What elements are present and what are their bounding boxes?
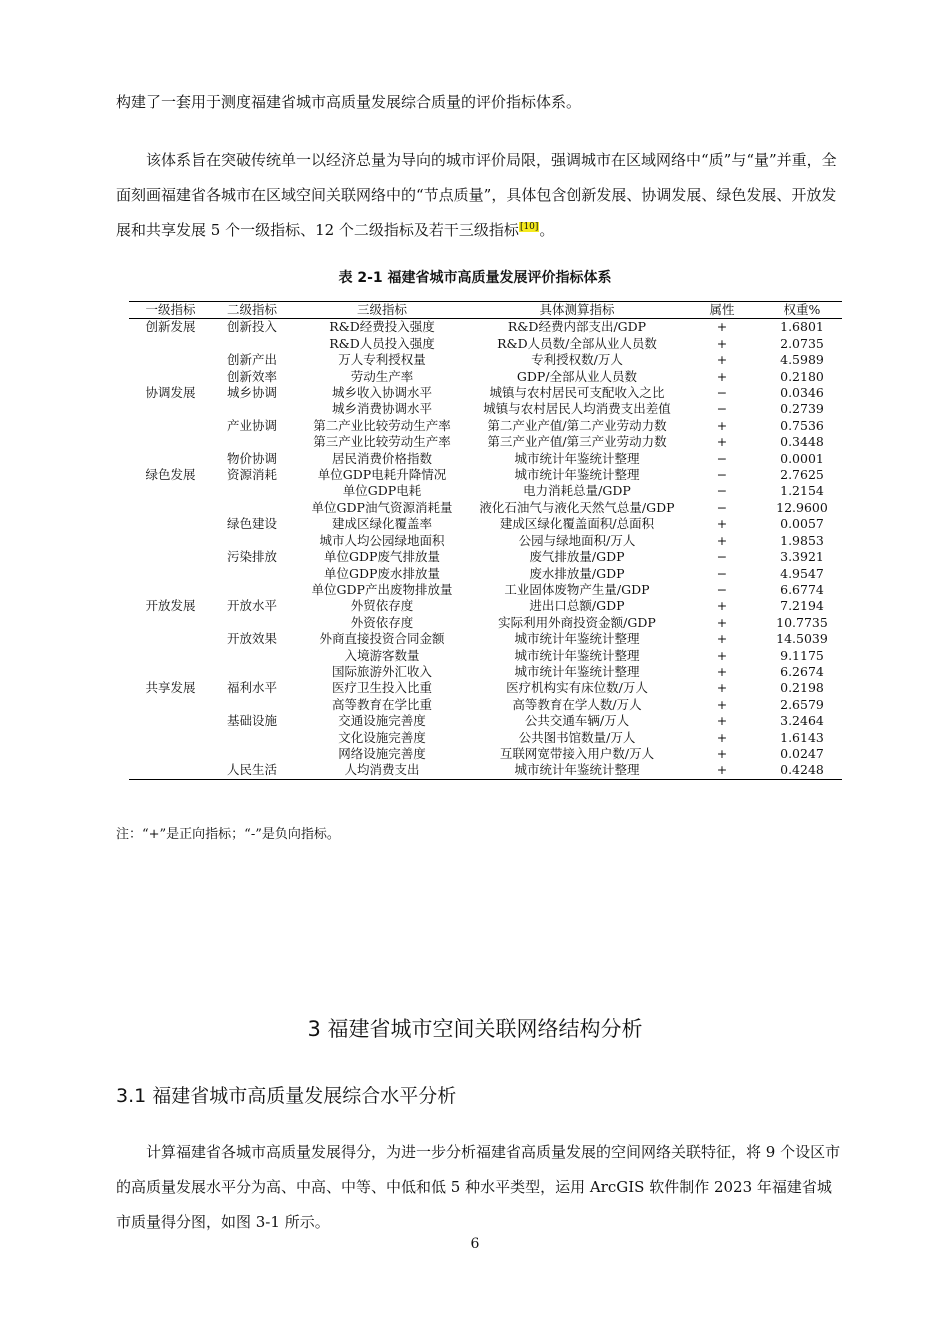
analysis-paragraph: 计算福建省各城市高质量发展得分，为进一步分析福建省高质量发展的空间网络关联特征，将 9 个设区市的高质量发展水平分为高、中高、中等、中低和低 5 种水平类型，运用 ArcGIS 软件制作 2023 年福建省城市质量得分图，如图 3-1 所示。 [116,1143,841,1231]
table-row [129,566,842,582]
weight-cell: 7.2194 [780,598,824,614]
level2-cell [212,401,292,417]
table-row [129,434,842,450]
attribute-cell: − [716,385,728,401]
table-row [129,664,842,680]
attribute-cell: − [716,450,728,466]
measure-cell: 进出口总额/GDP [529,598,625,614]
measure-cell: R&D人员数/全部从业人员数 [497,335,657,351]
level1-cell [129,434,212,450]
table-row [129,631,842,647]
level3-cell: 外贸依存度 [350,598,414,614]
level3-cell: 单位GDP油气资源消耗量 [311,499,453,515]
weight-cell: 4.5989 [780,352,824,368]
header-attribute: 属性 [682,302,762,319]
attribute-cell: + [716,729,728,745]
level1-cell [129,697,212,713]
header-level1: 一级指标 [129,302,212,319]
level2-cell [212,434,292,450]
table-row [129,451,842,467]
measure-cell: 城市统计年鉴统计整理 [514,647,640,663]
table-row [129,533,842,549]
table-note: 注：“+”是正向指标；“-”是负向指标。 [116,827,340,842]
weight-cell: 0.0346 [780,385,824,401]
weight-cell: 12.9600 [776,499,828,515]
subsection-heading: 3.1 福建省城市高质量发展综合水平分析 [116,1085,457,1107]
table-row [129,516,842,532]
table-row [129,730,842,746]
level1-cell: 绿色发展 [145,467,196,483]
weight-cell: 10.7735 [776,614,828,630]
level1-cell [129,483,212,499]
level2-cell: 城乡协调 [226,385,277,401]
level1-cell [129,352,212,368]
level3-cell: 劳动生产率 [350,368,414,384]
table-row [129,582,842,598]
attribute-cell: + [716,352,728,368]
level3-cell: R&D人员投入强度 [329,335,435,351]
level1-cell: 共享发展 [145,680,196,696]
weight-cell: 0.0001 [780,450,824,466]
level2-cell: 污染排放 [226,549,277,565]
attribute-cell: + [716,631,728,647]
level1-cell [129,369,212,385]
level3-cell: 万人专利授权量 [338,352,426,368]
table-row [129,500,842,516]
attribute-cell: + [716,417,728,433]
measure-cell: 液化石油气与液化天然气总量/GDP [479,499,675,515]
measure-cell: 实际利用外商投资金额/GDP [498,614,656,630]
attribute-cell: + [716,319,728,335]
table-row [129,697,842,713]
level2-cell: 资源消耗 [226,467,277,483]
measure-cell: 公共交通车辆/万人 [524,713,630,729]
level1-cell [129,631,212,647]
weight-cell: 1.6143 [780,729,824,745]
weight-cell: 0.0057 [780,516,824,532]
level2-cell: 开放水平 [226,598,277,614]
level2-cell [212,615,292,631]
weight-cell: 0.4248 [762,762,842,779]
level2-cell: 创新投入 [226,319,277,335]
level3-cell: 医疗卫生投入比重 [331,680,432,696]
level3-cell: 单位GDP废气排放量 [324,549,440,565]
measure-cell: 公园与绿地面积/万人 [518,532,636,548]
level2-cell [212,582,292,598]
level1-cell [129,516,212,532]
weight-cell: 4.9547 [780,565,824,581]
level1-cell [129,762,212,779]
measure-cell: 电力消耗总量/GDP [523,483,631,499]
level1-cell [129,533,212,549]
weight-cell: 1.6801 [780,319,824,335]
level2-cell [212,648,292,664]
level3-cell: 城市人均公园绿地面积 [319,532,445,548]
level2-cell [212,730,292,746]
level1-cell [129,500,212,516]
table-row [129,319,842,336]
attribute-cell: − [716,581,728,597]
level3-cell: 城乡收入协调水平 [331,385,432,401]
attribute-cell: + [716,680,728,696]
table-row [129,746,842,762]
level2-cell [212,697,292,713]
attribute-cell: − [716,499,728,515]
weight-cell: 6.6774 [780,581,824,597]
weight-cell: 0.2739 [780,401,824,417]
table-row [129,385,842,401]
measure-cell: 废水排放量/GDP [529,565,625,581]
weight-cell: 9.1175 [780,647,824,663]
table-row [129,418,842,434]
measure-cell: 城市统计年鉴统计整理 [514,450,640,466]
table-row [129,352,842,368]
system-paragraph-text: 该体系旨在突破传统单一以经济总量为导向的城市评价局限，强调城市在区域网络中“质”与“量”并重，全面刻画福建省各城市在区域空间关联网络中的“节点质量”，具体包含创新发展、协调发展、绿色发展、开放发展和共享发展 5 个一级指标、12 个二级指标及若干三级指标 [116,151,837,239]
level1-cell [129,746,212,762]
level2-cell: 产业协调 [226,417,277,433]
table-row [129,483,842,499]
measure-cell: 建成区绿化覆盖面积/总面积 [499,516,655,532]
attribute-cell: − [716,565,728,581]
level2-cell [212,500,292,516]
attribute-cell: + [716,516,728,532]
level3-cell: 第三产业比较劳动生产率 [313,434,451,450]
weight-cell: 6.2674 [780,663,824,679]
attribute-cell: + [716,713,728,729]
level1-cell [129,648,212,664]
measure-cell: 互联网宽带接入用户数/万人 [499,745,655,761]
table-row [129,680,842,696]
attribute-cell: + [716,368,728,384]
header-level3: 三级指标 [292,302,472,319]
level3-cell: 入境游客数量 [344,647,420,663]
level3-cell: 网络设施完善度 [338,745,426,761]
attribute-cell: + [716,614,728,630]
measure-cell: GDP/全部从业人员数 [516,368,638,384]
header-measure: 具体测算指标 [472,302,682,319]
level3-cell: 国际旅游外汇收入 [331,663,432,679]
measure-cell: R&D经费内部支出/GDP [507,319,647,335]
level1-cell [129,615,212,631]
measure-cell: 废气排放量/GDP [529,549,625,565]
measure-cell: 高等教育在学人数/万人 [512,696,642,712]
level3-cell: 高等教育在学比重 [331,696,432,712]
measure-cell: 工业固体废物产生量/GDP [504,581,650,597]
level3-cell: 城乡消费协调水平 [331,401,432,417]
page-number: 6 [470,1236,480,1252]
level2-cell: 创新效率 [226,368,277,384]
level1-cell [129,730,212,746]
level2-cell: 绿色建设 [226,516,277,532]
level1-cell [129,549,212,565]
weight-cell: 0.7536 [780,417,824,433]
weight-cell: 3.3921 [780,549,824,565]
measure-cell: 专利授权数/万人 [531,352,623,368]
weight-cell: 0.0247 [780,745,824,761]
level2-cell [212,664,292,680]
measure-cell: 城镇与农村居民人均消费支出差值 [483,401,671,417]
weight-cell: 0.3448 [780,434,824,450]
measure-cell: 公共图书馆数量/万人 [518,729,636,745]
measure-cell: 城市统计年鉴统计整理 [472,762,682,779]
level3-cell: 交通设施完善度 [338,713,426,729]
level2-cell: 创新产出 [226,352,277,368]
level3-cell: 文化设施完善度 [338,729,426,745]
level3-cell: 单位GDP产出废物排放量 [311,581,453,597]
weight-cell: 1.2154 [780,483,824,499]
system-paragraph-end: 。 [539,221,555,239]
table-row [129,598,842,614]
level1-cell [129,566,212,582]
level2-cell [212,746,292,762]
weight-cell: 14.5039 [776,631,828,647]
attribute-cell: + [716,335,728,351]
citation-ref[interactable]: [10] [519,222,539,232]
table-row [129,762,842,779]
level1-cell: 协调发展 [145,385,196,401]
attribute-cell: + [716,663,728,679]
intro-line: 构建了一套用于测度福建省城市高质量发展综合质量的评价指标体系。 [116,93,582,111]
table-row [129,401,842,417]
level2-cell: 福利水平 [226,680,277,696]
attribute-cell: + [716,434,728,450]
level3-cell: 建成区绿化覆盖率 [331,516,432,532]
level2-cell: 基础设施 [226,713,277,729]
level1-cell: 开放发展 [145,598,196,614]
table-row [129,369,842,385]
table-row [129,615,842,631]
level3-cell: R&D经费投入强度 [329,319,435,335]
level3-cell: 外资依存度 [350,614,414,630]
attribute-cell: − [716,483,728,499]
table-row [129,713,842,729]
level3-cell: 单位GDP电耗升降情况 [317,467,447,483]
level2-cell [212,533,292,549]
level2-cell [212,336,292,352]
table-row [129,648,842,664]
level3-cell: 人均消费支出 [292,762,472,779]
level1-cell [129,713,212,729]
weight-cell: 2.6579 [780,696,824,712]
level2-cell: 开放效果 [226,631,277,647]
level3-cell: 外商直接投资合同金额 [319,631,445,647]
level2-cell [212,566,292,582]
attribute-cell: − [716,467,728,483]
table-row [129,336,842,352]
measure-cell: 城市统计年鉴统计整理 [514,663,640,679]
level1-cell: 创新发展 [145,319,196,335]
level2-cell [212,483,292,499]
weight-cell: 2.0735 [780,335,824,351]
system-paragraph [116,143,846,248]
measure-cell: 第二产业产值/第二产业劳动力数 [487,417,667,433]
measure-cell: 城市统计年鉴统计整理 [514,467,640,483]
attribute-cell: − [716,549,728,565]
attribute-cell: + [682,762,762,779]
level3-cell: 居民消费价格指数 [331,450,432,466]
level1-cell [129,664,212,680]
weight-cell: 2.7625 [780,467,824,483]
weight-cell: 3.2464 [780,713,824,729]
level3-cell: 单位GDP电耗 [342,483,422,499]
attribute-cell: + [716,598,728,614]
header-weight: 权重% [762,302,842,319]
level1-cell [129,582,212,598]
attribute-cell: + [716,745,728,761]
measure-cell: 第三产业产值/第三产业劳动力数 [487,434,667,450]
measure-cell: 医疗机构实有床位数/万人 [506,680,648,696]
level1-cell [129,418,212,434]
indicator-table [129,301,842,780]
attribute-cell: − [716,401,728,417]
table-caption: 表 2-1 福建省城市高质量发展评价指标体系 [338,270,612,286]
weight-cell: 0.2198 [780,680,824,696]
level3-cell: 第二产业比较劳动生产率 [313,417,451,433]
level1-cell [129,336,212,352]
attribute-cell: + [716,647,728,663]
measure-cell: 城市统计年鉴统计整理 [514,631,640,647]
table-header-row [129,302,842,319]
level2-cell: 人民生活 [212,762,292,779]
level3-cell: 单位GDP废水排放量 [324,565,440,581]
weight-cell: 0.2180 [780,368,824,384]
level1-cell [129,401,212,417]
weight-cell: 1.9853 [780,532,824,548]
measure-cell: 城镇与农村居民可支配收入之比 [489,385,665,401]
table-row [129,549,842,565]
attribute-cell: + [716,696,728,712]
attribute-cell: + [716,532,728,548]
level2-cell: 物价协调 [226,450,277,466]
table-row [129,467,842,483]
header-level2: 二级指标 [212,302,292,319]
level1-cell [129,451,212,467]
section-heading: 3 福建省城市空间关联网络结构分析 [307,1017,643,1041]
